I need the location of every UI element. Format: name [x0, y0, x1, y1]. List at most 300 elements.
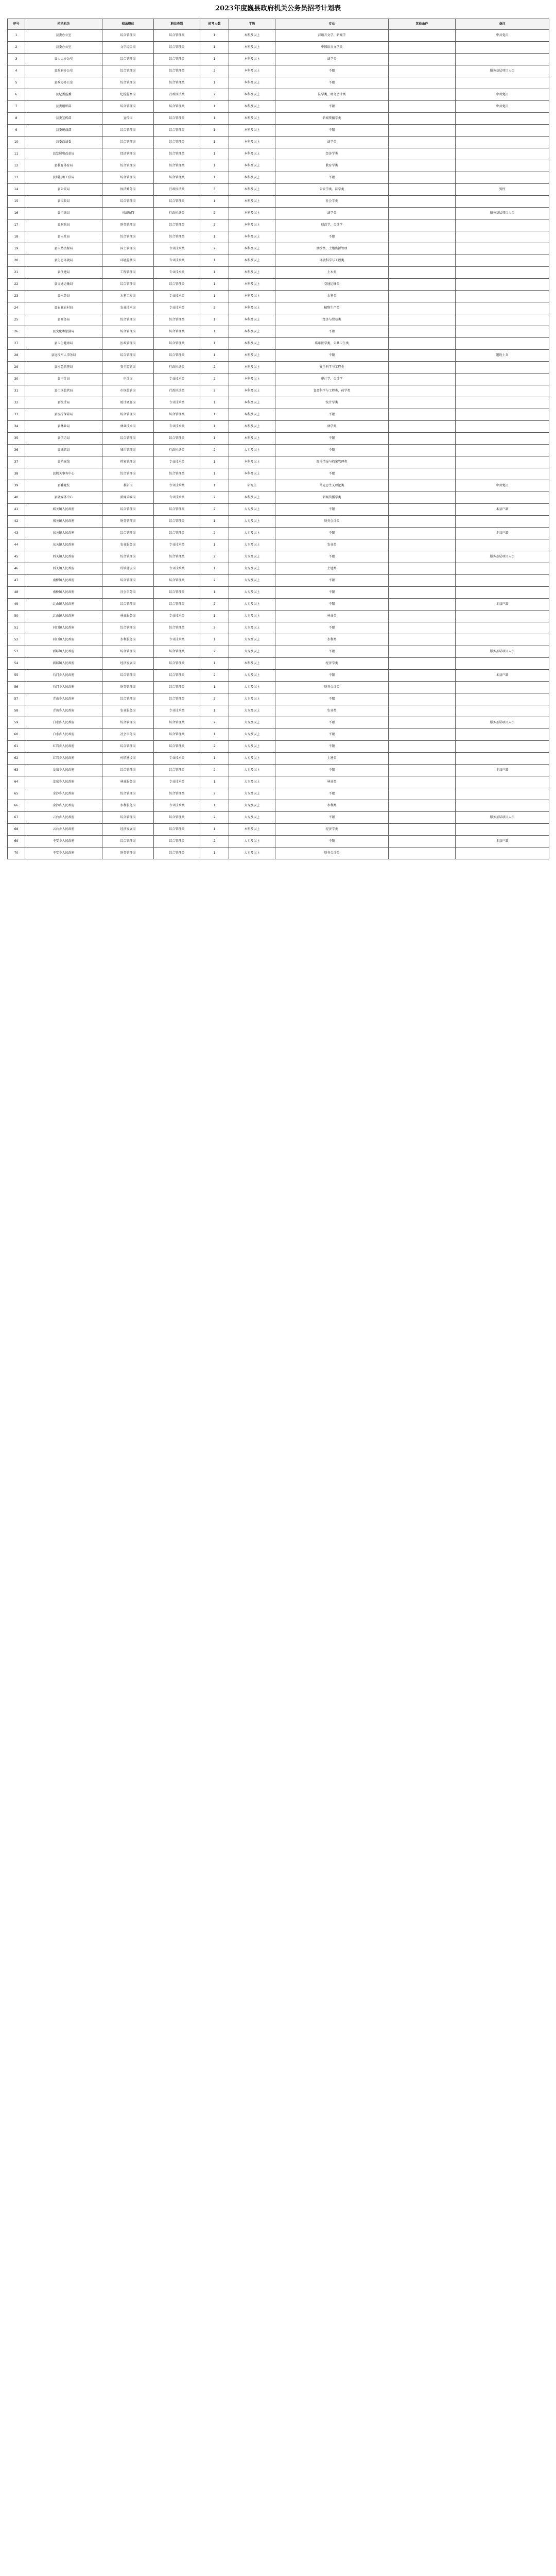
- row-seq: 42: [8, 516, 25, 528]
- row-cond: [389, 409, 456, 421]
- row-cond: [389, 291, 456, 302]
- row-post: 综合管理岗: [102, 30, 154, 42]
- row-type: 综合管理类: [154, 77, 200, 89]
- table-row: [8, 800, 549, 812]
- row-count: 2: [200, 208, 229, 219]
- row-edu: 大专及以上: [229, 670, 275, 682]
- row-cond: [389, 160, 456, 172]
- row-seq: 17: [8, 219, 25, 231]
- row-post: 综合管理岗: [102, 836, 154, 848]
- row-dept: 县融媒体中心: [25, 492, 102, 504]
- row-count: 2: [200, 646, 229, 658]
- row-cond: [389, 30, 456, 42]
- row-type: 综合管理类: [154, 101, 200, 113]
- row-remark: [456, 587, 549, 599]
- row-seq: 59: [8, 717, 25, 729]
- row-remark: [456, 693, 549, 705]
- row-count: 1: [200, 338, 229, 350]
- table-row: [8, 113, 549, 125]
- row-remark: [456, 824, 549, 836]
- row-edu: 本科及以上: [229, 113, 275, 125]
- row-remark: [456, 137, 549, 148]
- row-type: 综合管理类: [154, 788, 200, 800]
- row-cond: [389, 539, 456, 551]
- row-post: 审计岗: [102, 374, 154, 385]
- header-count: 招考人数: [200, 19, 229, 30]
- row-dept: 县自然资源局: [25, 243, 102, 255]
- row-edu: 本科及以上: [229, 255, 275, 267]
- row-dept: 县卫生健康局: [25, 338, 102, 350]
- row-major: 不限: [275, 551, 389, 563]
- row-edu: 本科及以上: [229, 350, 275, 362]
- row-post: 经济发展岗: [102, 824, 154, 836]
- row-count: 1: [200, 137, 229, 148]
- row-count: 2: [200, 741, 229, 753]
- row-edu: 大专及以上: [229, 705, 275, 717]
- row-count: 1: [200, 468, 229, 480]
- row-major: 食品科学与工程类、药学类: [275, 385, 389, 397]
- row-cond: [389, 184, 456, 196]
- row-cond: [389, 575, 456, 587]
- row-post: 综合管理岗: [102, 646, 154, 658]
- row-dept: 南桥镇人民政府: [25, 575, 102, 587]
- row-dept: 平安乡人民政府: [25, 848, 102, 859]
- row-edu: 大专及以上: [229, 528, 275, 539]
- table-row: [8, 599, 549, 611]
- row-cond: [389, 137, 456, 148]
- row-major: 不限: [275, 812, 389, 824]
- row-type: 综合管理类: [154, 504, 200, 516]
- row-cond: [389, 848, 456, 859]
- row-dept: 石门乡人民政府: [25, 670, 102, 682]
- row-edu: 研究生: [229, 480, 275, 492]
- table-row: [8, 421, 549, 433]
- row-cond: [389, 255, 456, 267]
- row-type: 综合管理类: [154, 741, 200, 753]
- row-seq: 26: [8, 326, 25, 338]
- table-row: [8, 824, 549, 836]
- row-seq: 30: [8, 374, 25, 385]
- row-major: 交通运输类: [275, 279, 389, 291]
- row-major: 图书情报与档案管理类: [275, 456, 389, 468]
- row-remark: [456, 338, 549, 350]
- row-cond: [389, 504, 456, 516]
- row-type: 专业技术类: [154, 563, 200, 575]
- row-seq: 50: [8, 611, 25, 622]
- row-edu: 本科及以上: [229, 279, 275, 291]
- row-count: 2: [200, 788, 229, 800]
- table-row: [8, 326, 549, 338]
- row-count: 3: [200, 184, 229, 196]
- row-type: 专业技术类: [154, 705, 200, 717]
- row-major: 不限: [275, 326, 389, 338]
- row-post: 林业服务岗: [102, 776, 154, 788]
- row-major: 土建类: [275, 563, 389, 575]
- row-edu: 本科及以上: [229, 137, 275, 148]
- row-major: 不限: [275, 445, 389, 456]
- table-row: [8, 622, 549, 634]
- row-dept: 红岩乡人民政府: [25, 753, 102, 765]
- row-count: 1: [200, 314, 229, 326]
- row-type: 专业技术类: [154, 634, 200, 646]
- row-count: 2: [200, 528, 229, 539]
- row-cond: [389, 385, 456, 397]
- row-count: 1: [200, 611, 229, 622]
- row-post: 综合管理岗: [102, 409, 154, 421]
- table-row: [8, 539, 549, 551]
- table-row: [8, 468, 549, 480]
- row-remark: 服务基层项目人员: [456, 551, 549, 563]
- row-cond: [389, 125, 456, 137]
- row-cond: [389, 42, 456, 54]
- row-edu: 大专及以上: [229, 504, 275, 516]
- row-major: 财政学、会计学: [275, 219, 389, 231]
- row-edu: 本科及以上: [229, 824, 275, 836]
- row-type: 综合管理类: [154, 836, 200, 848]
- row-type: 专业技术类: [154, 492, 200, 504]
- row-major: 马克思主义理论类: [275, 480, 389, 492]
- row-count: 1: [200, 326, 229, 338]
- row-cond: [389, 231, 456, 243]
- table-row: [8, 516, 549, 528]
- table-row: [8, 101, 549, 113]
- row-type: 专业技术类: [154, 456, 200, 468]
- row-post: 综合管理岗: [102, 137, 154, 148]
- row-major: 土木类: [275, 267, 389, 279]
- row-dept: 县委办公室: [25, 30, 102, 42]
- row-major: 不限: [275, 729, 389, 741]
- row-count: 1: [200, 480, 229, 492]
- row-cond: [389, 622, 456, 634]
- row-dept: 县公安局: [25, 184, 102, 196]
- row-type: 行政执法类: [154, 184, 200, 196]
- row-count: 1: [200, 516, 229, 528]
- row-post: 医政管理岗: [102, 338, 154, 350]
- row-remark: [456, 575, 549, 587]
- row-count: 1: [200, 421, 229, 433]
- row-type: 综合管理类: [154, 729, 200, 741]
- row-post: 国土管理岗: [102, 243, 154, 255]
- row-major: 水利类: [275, 634, 389, 646]
- row-count: 1: [200, 729, 229, 741]
- row-major: 中国语言文学类: [275, 42, 389, 54]
- row-major: 临床医学类、公共卫生类: [275, 338, 389, 350]
- row-edu: 本科及以上: [229, 184, 275, 196]
- row-type: 综合管理类: [154, 279, 200, 291]
- table-row: [8, 291, 549, 302]
- row-type: 综合管理类: [154, 54, 200, 65]
- row-edu: 本科及以上: [229, 89, 275, 101]
- row-remark: [456, 42, 549, 54]
- row-edu: 本科及以上: [229, 409, 275, 421]
- row-edu: 大专及以上: [229, 776, 275, 788]
- row-cond: [389, 528, 456, 539]
- row-post: 林业服务岗: [102, 611, 154, 622]
- row-major: 新闻传播学类: [275, 113, 389, 125]
- row-remark: 中共党员: [456, 89, 549, 101]
- row-remark: [456, 326, 549, 338]
- row-count: 1: [200, 113, 229, 125]
- row-major: 教育学类: [275, 160, 389, 172]
- row-major: 法学类: [275, 54, 389, 65]
- row-dept: 县发展和改革局: [25, 148, 102, 160]
- row-edu: 本科及以上: [229, 30, 275, 42]
- row-type: 专业技术类: [154, 539, 200, 551]
- row-major: 不限: [275, 622, 389, 634]
- recruitment-table-sheet: [7, 19, 549, 859]
- row-remark: [456, 148, 549, 160]
- row-type: 专业技术类: [154, 776, 200, 788]
- row-major: 农业类: [275, 539, 389, 551]
- row-remark: [456, 385, 549, 397]
- row-seq: 57: [8, 693, 25, 705]
- row-remark: 男性: [456, 184, 549, 196]
- row-count: 2: [200, 812, 229, 824]
- row-cond: [389, 836, 456, 848]
- row-dept: 北山镇人民政府: [25, 599, 102, 611]
- row-post: 综合管理岗: [102, 765, 154, 776]
- row-remark: 本县户籍: [456, 504, 549, 516]
- row-dept: 青山乡人民政府: [25, 705, 102, 717]
- row-type: 综合管理类: [154, 848, 200, 859]
- row-post: 综合管理岗: [102, 172, 154, 184]
- table-row: [8, 314, 549, 326]
- row-type: 综合管理类: [154, 409, 200, 421]
- row-major: 不限: [275, 587, 389, 599]
- row-type: 专业技术类: [154, 480, 200, 492]
- row-major: 经济学类: [275, 658, 389, 670]
- row-remark: [456, 267, 549, 279]
- row-cond: [389, 788, 456, 800]
- row-seq: 45: [8, 551, 25, 563]
- table-row: [8, 302, 549, 314]
- table-row: [8, 575, 549, 587]
- row-count: 2: [200, 65, 229, 77]
- row-cond: [389, 77, 456, 89]
- row-major: 法学类、财务会计类: [275, 89, 389, 101]
- row-remark: [456, 788, 549, 800]
- row-remark: [456, 456, 549, 468]
- row-count: 1: [200, 255, 229, 267]
- row-count: 1: [200, 539, 229, 551]
- row-type: 专业技术类: [154, 291, 200, 302]
- row-seq: 21: [8, 267, 25, 279]
- row-dept: 平安乡人民政府: [25, 836, 102, 848]
- row-major: 审计学、会计学: [275, 374, 389, 385]
- row-type: 综合管理类: [154, 693, 200, 705]
- row-seq: 18: [8, 231, 25, 243]
- row-count: 1: [200, 125, 229, 137]
- row-type: 专业技术类: [154, 255, 200, 267]
- row-count: 2: [200, 717, 229, 729]
- table-row: [8, 480, 549, 492]
- row-dept: 西关镇人民政府: [25, 563, 102, 575]
- row-dept: 县司法局: [25, 208, 102, 219]
- row-post: 水利服务岗: [102, 800, 154, 812]
- row-count: 1: [200, 30, 229, 42]
- row-remark: [456, 468, 549, 480]
- table-row: [8, 350, 549, 362]
- row-count: 1: [200, 231, 229, 243]
- row-seq: 7: [8, 101, 25, 113]
- row-dept: 金沙乡人民政府: [25, 788, 102, 800]
- row-remark: [456, 741, 549, 753]
- row-type: 专业技术类: [154, 267, 200, 279]
- row-major: 植物生产类: [275, 302, 389, 314]
- row-cond: [389, 219, 456, 231]
- row-cond: [389, 326, 456, 338]
- row-type: 专业技术类: [154, 374, 200, 385]
- row-count: 1: [200, 776, 229, 788]
- row-cond: [389, 374, 456, 385]
- row-major: 不限: [275, 670, 389, 682]
- row-seq: 14: [8, 184, 25, 196]
- row-edu: 本科及以上: [229, 267, 275, 279]
- row-count: 1: [200, 77, 229, 89]
- row-type: 综合管理类: [154, 682, 200, 693]
- row-type: 综合管理类: [154, 528, 200, 539]
- row-cond: [389, 634, 456, 646]
- row-seq: 1: [8, 30, 25, 42]
- row-cond: [389, 729, 456, 741]
- row-dept: 白水乡人民政府: [25, 729, 102, 741]
- table-row: [8, 362, 549, 374]
- row-post: 宣传岗: [102, 113, 154, 125]
- row-major: 汉语言文学、新闻学: [275, 30, 389, 42]
- row-major: 不限: [275, 468, 389, 480]
- row-major: 社会学类: [275, 196, 389, 208]
- row-seq: 29: [8, 362, 25, 374]
- row-post: 财务管理岗: [102, 848, 154, 859]
- row-dept: 县农业农村局: [25, 302, 102, 314]
- row-seq: 65: [8, 788, 25, 800]
- row-major: 不限: [275, 717, 389, 729]
- row-cond: [389, 148, 456, 160]
- row-edu: 大专及以上: [229, 575, 275, 587]
- row-dept: 县政府办公室: [25, 65, 102, 77]
- row-type: 综合管理类: [154, 113, 200, 125]
- row-post: 经济发展岗: [102, 658, 154, 670]
- row-dept: 云台乡人民政府: [25, 812, 102, 824]
- row-remark: [456, 291, 549, 302]
- table-row: [8, 385, 549, 397]
- row-major: 法学类: [275, 208, 389, 219]
- row-post: 综合管理岗: [102, 812, 154, 824]
- row-cond: [389, 599, 456, 611]
- row-dept: 县文化和旅游局: [25, 326, 102, 338]
- row-cond: [389, 611, 456, 622]
- row-major: 不限: [275, 125, 389, 137]
- row-major: 土建类: [275, 753, 389, 765]
- row-type: 综合管理类: [154, 587, 200, 599]
- header-remark: 备注: [456, 19, 549, 30]
- row-seq: 52: [8, 634, 25, 646]
- table-row: [8, 587, 549, 599]
- row-edu: 本科及以上: [229, 42, 275, 54]
- row-post: 社会事务岗: [102, 729, 154, 741]
- row-major: 林学类: [275, 421, 389, 433]
- row-remark: 本县户籍: [456, 528, 549, 539]
- table-row: [8, 184, 549, 196]
- row-post: 综合管理岗: [102, 350, 154, 362]
- row-remark: [456, 729, 549, 741]
- row-remark: [456, 776, 549, 788]
- table-row: [8, 243, 549, 255]
- row-cond: [389, 753, 456, 765]
- row-major: 不限: [275, 741, 389, 753]
- row-major: 新闻传播学类: [275, 492, 389, 504]
- row-post: 综合管理岗: [102, 433, 154, 445]
- row-remark: [456, 516, 549, 528]
- row-type: 综合管理类: [154, 765, 200, 776]
- row-dept: 白水乡人民政府: [25, 717, 102, 729]
- row-count: 1: [200, 433, 229, 445]
- table-row: [8, 634, 549, 646]
- row-post: 工程管理岗: [102, 267, 154, 279]
- row-post: 村镇建设岗: [102, 753, 154, 765]
- row-remark: [456, 445, 549, 456]
- row-dept: 新城镇人民政府: [25, 646, 102, 658]
- row-cond: [389, 208, 456, 219]
- row-type: 专业技术类: [154, 397, 200, 409]
- row-post: 农业服务岗: [102, 539, 154, 551]
- row-major: 不限: [275, 646, 389, 658]
- row-dept: 县住建局: [25, 267, 102, 279]
- row-type: 综合管理类: [154, 137, 200, 148]
- row-dept: 县科技和工信局: [25, 172, 102, 184]
- row-seq: 13: [8, 172, 25, 184]
- table-row: [8, 492, 549, 504]
- row-seq: 54: [8, 658, 25, 670]
- row-count: 2: [200, 243, 229, 255]
- row-post: 村镇建设岗: [102, 563, 154, 575]
- row-count: 1: [200, 42, 229, 54]
- row-seq: 35: [8, 433, 25, 445]
- table-row: [8, 776, 549, 788]
- row-count: 1: [200, 634, 229, 646]
- row-cond: [389, 267, 456, 279]
- row-cond: [389, 65, 456, 77]
- row-major: 不限: [275, 788, 389, 800]
- row-edu: 本科及以上: [229, 456, 275, 468]
- row-post: 综合管理岗: [102, 468, 154, 480]
- row-edu: 本科及以上: [229, 314, 275, 326]
- row-seq: 8: [8, 113, 25, 125]
- row-cond: [389, 812, 456, 824]
- row-remark: [456, 682, 549, 693]
- row-edu: 本科及以上: [229, 433, 275, 445]
- row-edu: 本科及以上: [229, 231, 275, 243]
- row-count: 1: [200, 172, 229, 184]
- row-type: 综合管理类: [154, 516, 200, 528]
- row-seq: 19: [8, 243, 25, 255]
- row-seq: 68: [8, 824, 25, 836]
- row-type: 综合管理类: [154, 670, 200, 682]
- row-major: 林业类: [275, 776, 389, 788]
- row-count: 1: [200, 54, 229, 65]
- row-post: 综合管理岗: [102, 326, 154, 338]
- row-edu: 本科及以上: [229, 302, 275, 314]
- row-dept: 龙泉乡人民政府: [25, 765, 102, 776]
- row-type: 综合管理类: [154, 717, 200, 729]
- table-row: [8, 765, 549, 776]
- row-cond: [389, 433, 456, 445]
- row-post: 综合管理岗: [102, 101, 154, 113]
- row-seq: 23: [8, 291, 25, 302]
- row-remark: 服务基层项目人员: [456, 208, 549, 219]
- row-edu: 大专及以上: [229, 622, 275, 634]
- row-type: 综合管理类: [154, 326, 200, 338]
